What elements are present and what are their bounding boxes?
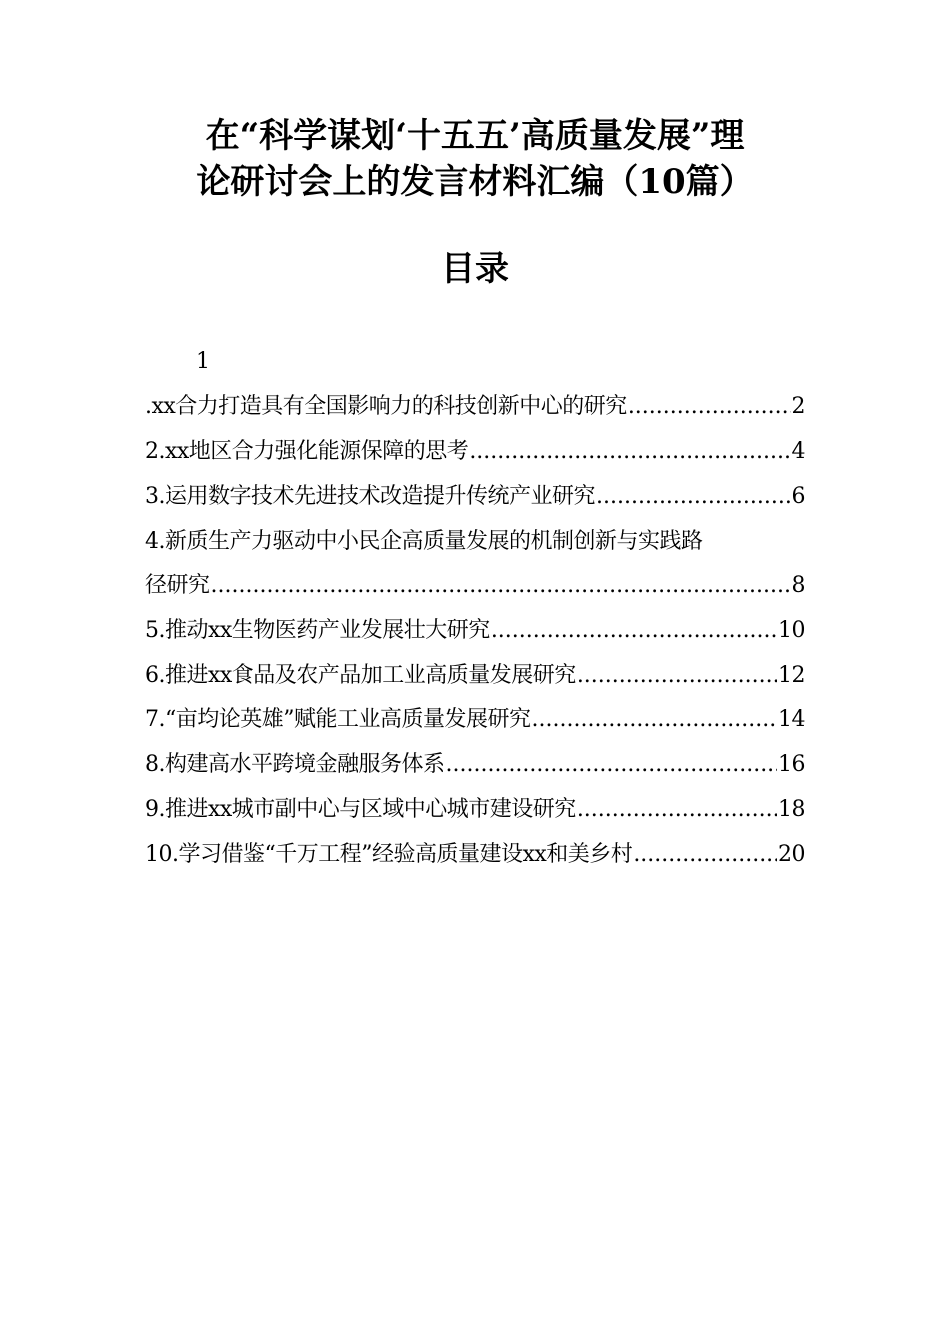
toc-entry-number: 1 [196, 349, 210, 374]
toc-dot-leader [577, 660, 777, 692]
toc-dot-leader [469, 436, 790, 468]
toc-entry-page: 18 [778, 797, 805, 822]
toc-dot-leader [596, 481, 791, 513]
toc-entry-label: 6.推进xx食品及农产品加工业高质量发展研究 [145, 663, 576, 688]
toc-entry-page: 16 [778, 752, 805, 777]
toc-entry-label: 8.构建高水平跨境金融服务体系 [145, 752, 445, 777]
toc-entry-label: 7.“亩均论英雄”赋能工业高质量发展研究 [145, 707, 531, 732]
toc-entry-label: 2.xx地区合力强化能源保障的思考 [145, 439, 469, 464]
toc-entry-page: 4 [791, 439, 805, 464]
toc-entry-2[interactable] [145, 436, 805, 468]
toc-entry-page: 2 [791, 394, 805, 419]
toc-entry-4-line-1[interactable] [145, 526, 805, 558]
toc-heading: 目录 [441, 249, 509, 289]
toc-entry-label: 10.学习借鉴“千万工程”经验高质量建设xx和美乡村 [145, 842, 633, 867]
toc-entry-6[interactable] [145, 660, 805, 692]
toc-entry-page: 6 [791, 484, 805, 509]
toc-entry-3[interactable] [145, 481, 805, 513]
toc-entry-page: 10 [778, 618, 805, 643]
toc-entry-page: 12 [778, 663, 805, 688]
toc-dot-leader [211, 570, 791, 602]
toc-entry-9[interactable] [145, 794, 805, 826]
toc-entry-5[interactable] [145, 615, 805, 647]
toc-entry-page: 8 [791, 573, 805, 598]
toc-dot-leader [628, 391, 791, 423]
toc-entry-page: 14 [778, 707, 805, 732]
toc-dot-leader [446, 749, 778, 781]
toc-entry-7[interactable] [145, 704, 805, 736]
document-title-line-1: 在“科学谋划‘十五五’高质量发展”理 [205, 116, 745, 156]
toc-entry-1[interactable] [145, 391, 805, 423]
toc-dot-leader [577, 794, 777, 826]
toc-entry-label: .xx合力打造具有全国影响力的科技创新中心的研究 [145, 394, 627, 419]
toc-entry-10[interactable] [145, 839, 805, 871]
toc-entry-4-line-2[interactable] [145, 570, 805, 602]
toc-dot-leader [532, 704, 778, 736]
document-title-line-2: 论研讨会上的发言材料汇编（10篇） [196, 162, 754, 202]
toc-dot-leader [633, 839, 777, 871]
toc-entry-label: 4.新质生产力驱动中小民企高质量发展的机制创新与实践路 [145, 529, 703, 554]
toc-entry-label: 5.推动xx生物医药产业发展壮大研究 [145, 618, 490, 643]
toc-entry-page: 20 [778, 842, 805, 867]
toc-entry-label: 9.推进xx城市副中心与区域中心城市建设研究 [145, 797, 576, 822]
toc-dot-leader [491, 615, 777, 647]
toc-entry-label: 3.运用数字技术先进技术改造提升传统产业研究 [145, 484, 595, 509]
toc-entry-8[interactable] [145, 749, 805, 781]
toc-entry-label: 径研究 [145, 573, 210, 598]
